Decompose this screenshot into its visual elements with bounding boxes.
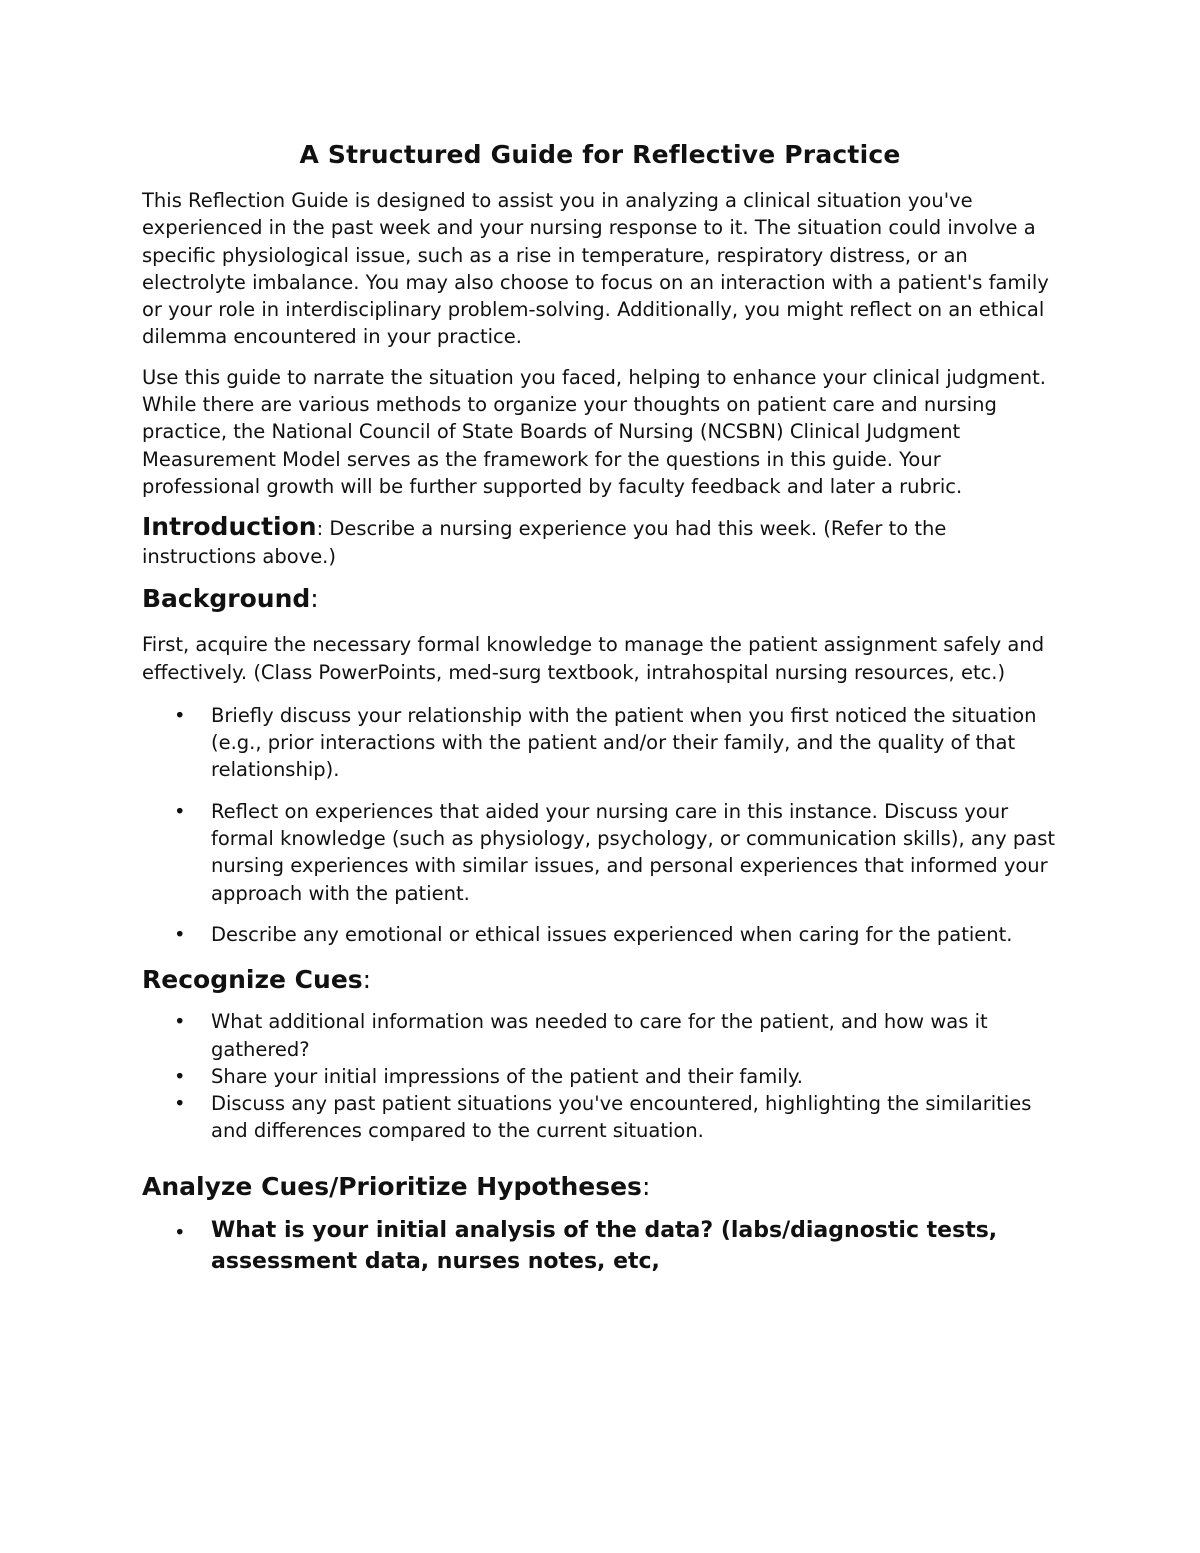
list-item xyxy=(142,1090,1058,1145)
recognize-cues-bullet-list xyxy=(142,1008,1058,1144)
list-item-text: Share your initial impressions of the patient and their family. xyxy=(211,1064,804,1088)
analyze-cues-bullet-list xyxy=(142,1215,1058,1277)
document-content xyxy=(142,140,1058,1277)
analyze-cues-heading-text: Analyze Cues/Prioritize Hypotheses xyxy=(142,1171,642,1201)
page-title: A Structured Guide for Reflective Practice xyxy=(299,140,901,169)
list-item-text: Reflect on experiences that aided your nursing care in this instance. Discuss your formal knowledge (such as physiology, psychology, or communication skills), any past nursing experiences with similar issues, and personal experiences that informed your approach with the patient. xyxy=(211,799,1056,905)
list-item-text: Briefly discuss your relationship with the patient when you first noticed the situation (e.g., prior interactions with the patient and/or their family, and the quality of that relationship). xyxy=(211,703,1037,782)
recognize-cues-heading xyxy=(142,964,1058,996)
introduction-colon: : xyxy=(316,517,324,541)
list-item xyxy=(142,921,1058,948)
background-bullet-list xyxy=(142,702,1058,948)
intro-paragraph-1: This Reflection Guide is designed to assist you in analyzing a clinical situation you've experienced in the past week and your nursing response to it. The situation could involve a specific physiological issue, such as a rise in temperature, respiratory distress, or an electrolyte imbalance. You may also choose to focus on an interaction with a patient's family or your role in interdisciplinary problem-solving. Additionally, you might reflect on an ethical dilemma encountered in your practice. xyxy=(142,189,1049,349)
list-item-text: What is your initial analysis of the data? (labs/diagnostic tests, assessment data, nurses notes, etc, xyxy=(211,1217,998,1274)
introduction-text: Describe a nursing experience you had this week. (Refer to the instructions above.) xyxy=(142,517,947,569)
list-item xyxy=(142,1008,1058,1063)
list-item xyxy=(142,1215,1058,1277)
list-item-text: What additional information was needed to care for the patient, and how was it gathered? xyxy=(211,1010,988,1061)
analyze-cues-heading xyxy=(142,1171,1058,1203)
bullet-icon: • xyxy=(174,799,186,823)
bullet-icon: • xyxy=(174,1064,186,1088)
background-heading-text: Background xyxy=(142,584,311,614)
introduction-label: Introduction xyxy=(142,512,317,542)
intro-paragraph-2: Use this guide to narrate the situation you faced, helping to enhance your clinical judgment. While there are various methods to organize your thoughts on patient care and nursing practice, the National Council of State Boards of Nursing (NCSBN) Clinical Judgment Measurement Model serves as the framework for the questions in this guide. Your professional growth will be further supported by faculty feedback and later a rubric. xyxy=(142,365,1046,498)
bullet-icon: • xyxy=(174,1220,186,1244)
list-item-text: Discuss any past patient situations you've encountered, highlighting the similarities and differences compared to the current situation. xyxy=(211,1092,1032,1143)
background-text: First, acquire the necessary formal knowledge to manage the patient assignment safely and effectively. (Class PowerPoints, med-surg textbook, intrahospital nursing resources, etc.) xyxy=(142,633,1045,684)
list-item xyxy=(142,798,1058,907)
list-item-text: Describe any emotional or ethical issues experienced when caring for the patient. xyxy=(211,922,1013,946)
bullet-icon: • xyxy=(174,1010,186,1034)
introduction-section xyxy=(142,513,1058,571)
list-item xyxy=(142,1063,1058,1090)
bullet-icon: • xyxy=(174,922,186,946)
list-item xyxy=(142,702,1058,784)
analyze-cues-colon: : xyxy=(641,1171,651,1201)
bullet-icon: • xyxy=(174,1092,186,1116)
background-colon: : xyxy=(310,584,319,614)
recognize-cues-heading-text: Recognize Cues xyxy=(142,965,363,995)
recognize-cues-colon: : xyxy=(362,965,372,995)
bullet-icon: • xyxy=(174,703,186,727)
background-heading xyxy=(142,583,1058,615)
